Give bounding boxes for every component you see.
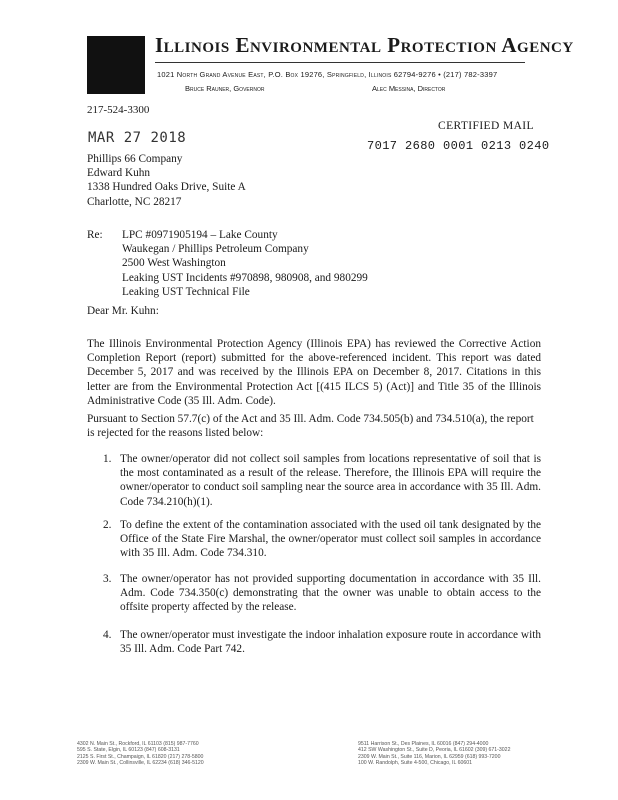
agency-address: 1021 North Grand Avenue East, P.O. Box 19276, Springfield, Illinois 62794-9276 • (217) 782-3397 <box>157 70 498 79</box>
tracking-number: 7017 2680 0001 0213 0240 <box>367 139 550 153</box>
subject-block <box>122 228 462 299</box>
header-divider <box>155 62 525 63</box>
footer-line: 2309 W. Main St., Collinsville, IL 62234 (618) 346-5120 <box>77 760 204 767</box>
body-paragraph: The Illinois Environmental Protection Agency (Illinois EPA) has reviewed the Corrective Action Completion Report (report) submitted for the above-referenced incident. This report was dated December 5, 2017 and was received by the Illinois EPA on December 8, 2017. Citations in this letter are from the Environmental Protection Act [(415 ILCS 5) (Act)] and Title 35 of the Illinois Administrative Code (35 Ill. Adm. Code). <box>87 338 541 407</box>
agency-logo <box>87 36 145 94</box>
subject-line: Leaking UST Technical File <box>122 285 250 298</box>
recipient-line: Edward Kuhn <box>87 167 151 180</box>
footer-offices-right <box>358 741 510 767</box>
reason-number: 3. <box>103 573 112 585</box>
governor-name: Bruce Rauner, Governor <box>185 84 265 93</box>
salutation: Dear Mr. Kuhn: <box>87 305 159 317</box>
footer-line: 412 SW Washington St., Suite D, Peoria, IL 61602 (309) 671-3022 <box>358 747 511 754</box>
recipient-address <box>87 152 387 209</box>
reason-number: 4. <box>103 629 112 641</box>
reason-number: 2. <box>103 519 112 531</box>
re-label: Re: <box>87 229 103 241</box>
footer-line: 2125 S. First St., Champaign, IL 61820 (217) 278-5800 <box>77 753 204 760</box>
reason-text: The owner/operator did not collect soil samples from locations representative of soil that is the most contaminated as a result of the release. Therefore, the Illinois EPA will require the owner/operator to conduct soil sampling near the source area in accordance with 35 Ill. Adm. Code 734.210(h)(1). <box>120 453 541 508</box>
date-stamp: MAR 27 2018 <box>88 130 187 146</box>
subject-line: Leaking UST Incidents #970898, 980908, and 980299 <box>122 271 368 284</box>
reason-text: The owner/operator has not provided supporting documentation in accordance with 35 Ill. Adm. Code 734.350(c) demonstrating that the owner was unable to obtain access to the offsite property affected by the release. <box>120 573 541 614</box>
body-paragraph: Pursuant to Section 57.7(c) of the Act and 35 Ill. Adm. Code 734.505(b) and 734.510(a), the report is rejected for the reasons listed below: <box>87 413 534 440</box>
phone-number: 217-524-3300 <box>87 104 150 116</box>
subject-line: Waukegan / Phillips Petroleum Company <box>122 243 309 256</box>
footer-line: 100 W. Randolph, Suite 4-500, Chicago, IL 60601 <box>358 760 473 767</box>
reason-text: The owner/operator must investigate the indoor inhalation exposure route in accordance with 35 Ill. Adm. Code Part 742. <box>120 629 541 656</box>
recipient-line: Charlotte, NC 28217 <box>87 195 182 208</box>
subject-line: 2500 West Washington <box>122 257 226 270</box>
director-name: Alec Messina, Director <box>372 84 446 93</box>
reason-number: 1. <box>103 453 112 465</box>
agency-name: Illinois Environmental Protection Agency <box>155 33 574 57</box>
certified-mail-label: CERTIFIED MAIL <box>438 120 534 132</box>
footer-line: 4302 N. Main St., Rockford, IL 61103 (815) 987-7760 <box>77 741 199 747</box>
footer-offices-left <box>77 741 204 767</box>
footer-line: 9511 Harrison St., Des Plaines, IL 60016 (847) 294-4000 <box>358 741 489 747</box>
footer-line: 2309 W. Main St., Suite 116, Marion, IL 62959 (618) 993-7200 <box>358 753 501 760</box>
recipient-line: 1338 Hundred Oaks Drive, Suite A <box>87 181 246 194</box>
footer-line: 595 S. State, Elgin, IL 60123 (847) 608-3131 <box>77 747 180 754</box>
subject-line: LPC #0971905194 – Lake County <box>122 229 278 241</box>
reason-text: To define the extent of the contamination associated with the used oil tank designated by the Office of the State Fire Marshal, the owner/operator must collect soil samples in accordance with 35 Ill. Adm. Code 734.310. <box>120 519 541 560</box>
recipient-line: Phillips 66 Company <box>87 153 183 165</box>
